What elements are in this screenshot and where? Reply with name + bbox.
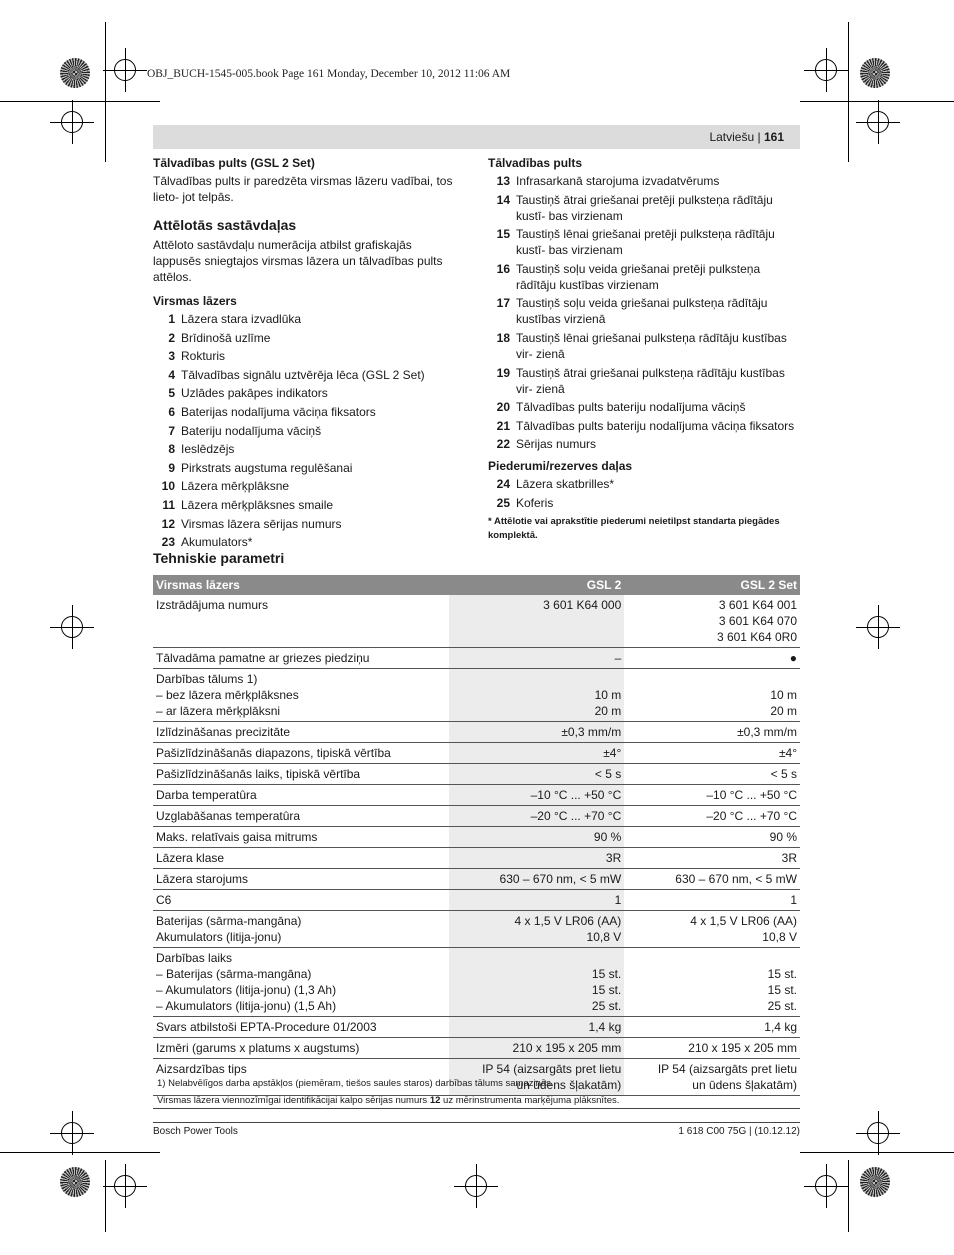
list-item [488, 226, 800, 258]
page-number: 161 [763, 130, 784, 144]
item-text: Taustiņš ātrai griešanai pretēji pulksteņa rādītāju kustī- bas virzienam [516, 192, 773, 223]
cell-line: 1,4 kg [764, 1020, 797, 1034]
table-row [153, 785, 800, 806]
registration-mark-icon [61, 111, 83, 133]
list-item [153, 534, 453, 550]
header-gsl2set: GSL 2 Set [624, 575, 800, 595]
cell-line [627, 671, 797, 687]
cell-line: 90 % [769, 830, 797, 844]
item-number: 3 [168, 349, 175, 364]
laser-components-list [153, 311, 453, 550]
item-text: Tālvadības signālu uztvērēja lēca (GSL 2 Set) [181, 367, 425, 382]
table-cell [153, 764, 449, 785]
item-number: 8 [168, 442, 175, 457]
cell-line: 3R [605, 851, 622, 865]
list-item [153, 330, 453, 346]
list-item [153, 516, 453, 532]
cell-line: –10 °C ... +50 °C [706, 788, 797, 802]
table-cell [624, 722, 800, 743]
item-text: Virsmas lāzera sērijas numurs [181, 516, 342, 531]
list-item [488, 495, 800, 511]
table-cell [624, 648, 800, 669]
item-number: 5 [168, 386, 175, 401]
list-item [488, 295, 800, 327]
item-number: 22 [496, 437, 510, 452]
cell-line: 90 % [593, 830, 622, 844]
cell-line: Akumulators (litija-jonu) [156, 930, 282, 944]
list-item [153, 478, 453, 494]
table-row [153, 848, 800, 869]
cell-line: 15 st. [591, 967, 622, 981]
list-item [153, 441, 453, 457]
item-number: 14 [496, 192, 510, 207]
cell-line [452, 671, 622, 687]
cell-line: 10 m [594, 688, 622, 702]
color-wheel-icon [60, 1167, 90, 1197]
list-item [488, 418, 800, 434]
cell-line: 20 m [770, 704, 797, 718]
item-text: Lāzera mērķplāksnes smaile [181, 497, 334, 512]
table-cell [449, 595, 625, 648]
list-item [153, 385, 453, 401]
table-cell [624, 785, 800, 806]
registration-mark-icon [867, 1122, 889, 1144]
cell-line: 15 st. [591, 983, 622, 997]
footer-rule [153, 1122, 800, 1123]
table-cell [153, 722, 449, 743]
cell-line: ±4° [778, 746, 797, 760]
item-number: 19 [496, 365, 510, 380]
item-number: 1 [168, 312, 175, 326]
accessories-heading: Piederumi/rezerves daļas [488, 459, 633, 474]
list-item [488, 436, 800, 452]
cell-line [452, 950, 622, 966]
cell-line: – [614, 651, 622, 665]
table-cell [153, 669, 449, 722]
cell-line: – bez lāzera mērķplāksnes [156, 688, 299, 702]
header-product: Virsmas lāzers [153, 575, 449, 595]
list-item [153, 460, 453, 476]
item-number: 4 [168, 367, 175, 382]
table-cell [624, 911, 800, 948]
list-item [488, 261, 800, 293]
item-number: 7 [168, 423, 175, 438]
cell-line: 3R [781, 851, 797, 865]
registration-mark-icon [815, 1175, 837, 1197]
footer-docnum: 1 618 C00 75G | (10.12.12) [678, 1126, 800, 1137]
cell-line: Pašizlīdzināšanās laiks, tipiskā vērtība [156, 767, 361, 781]
cell-line: 630 – 670 nm, < 5 mW [499, 872, 622, 886]
table-cell [153, 806, 449, 827]
tech-specs-table [153, 575, 800, 1096]
table-cell [449, 869, 625, 890]
list-item [153, 423, 453, 439]
item-text: Sērijas numurs [516, 437, 597, 452]
cell-line: Darba temperatûra [156, 788, 257, 802]
cell-line: 10,8 V [762, 930, 797, 944]
cell-line: 1 [790, 893, 797, 907]
table-cell [153, 785, 449, 806]
registration-mark-icon [114, 59, 136, 81]
list-item [153, 367, 453, 383]
item-number: 9 [168, 460, 175, 475]
table-cell [449, 890, 625, 911]
list-item [488, 330, 800, 362]
laser-heading: Virsmas lāzers [153, 294, 237, 308]
cell-line: Svars atbilstoši EPTA-Procedure 01/2003 [156, 1020, 377, 1034]
table-cell [449, 827, 625, 848]
table-row [153, 869, 800, 890]
table-cell [624, 669, 800, 722]
table-cell [153, 743, 449, 764]
cell-line: ±0,3 mm/m [737, 725, 797, 739]
table-row [153, 595, 800, 648]
item-number: 16 [496, 261, 510, 276]
cell-line: 210 x 195 x 205 mm [512, 1041, 622, 1055]
cell-line: 210 x 195 x 205 mm [688, 1041, 797, 1055]
item-text: Taustiņš soļu veida griešanai pretēji pulksteņa rādītāju kustības virzienam [516, 261, 761, 292]
registration-mark-icon [61, 1122, 83, 1144]
table-cell [153, 827, 449, 848]
list-item [488, 365, 800, 397]
table-note-2: Virsmas lāzera viennozīmīgai identifikācijai kalpo sērijas numurs 12 uz mērinstrumenta marķējuma plāksnītes. [157, 1095, 620, 1106]
cell-line: – ar lāzera mērķplāksni [156, 704, 281, 718]
cell-line [627, 950, 797, 966]
cell-line: 25 st. [591, 999, 622, 1013]
item-text: Infrasarkanā starojuma izvadatvērums [516, 174, 720, 188]
cell-line: 15 st. [767, 983, 797, 997]
table-cell [624, 743, 800, 764]
footer-brand: Bosch Power Tools [153, 1126, 238, 1137]
registration-mark-icon [114, 1175, 136, 1197]
item-number: 15 [496, 227, 510, 242]
table-cell [624, 890, 800, 911]
table-row [153, 722, 800, 743]
cell-line: IP 54 (aizsargāts pret lietu [657, 1062, 797, 1076]
item-number: 21 [496, 418, 510, 433]
list-item [153, 348, 453, 364]
cell-line: C6 [156, 893, 172, 907]
table-row [153, 669, 800, 722]
header-separator: | [757, 130, 761, 144]
table-note-1: 1) Nelabvēlīgos darba apstākļos (piemēram, tiešos saules staros) darbības tālums samazinās. [157, 1078, 554, 1089]
cell-line: 4 x 1,5 V LR06 (AA) [690, 914, 797, 928]
remote-heading: Tālvadības pults (GSL 2 Set) [153, 156, 315, 170]
header-gsl2: GSL 2 [449, 575, 625, 595]
item-number: 6 [168, 404, 175, 419]
remote-text: Tālvadības pults ir paredzēta virsmas lāzeru vadībai, tos lieto- jot telpās. [153, 174, 453, 204]
item-text: Brīdinošā uzlīme [181, 330, 271, 345]
table-cell [449, 743, 625, 764]
components-text: Attēloto sastāvdaļu numerācija atbilst grafiskajās lappusēs sniegtajos virsmas lāzera un tālvadības pults attēlos. [153, 238, 443, 284]
cell-line: Pašizlīdzināšanās diapazons, tipiskā vērtība [156, 746, 391, 760]
cell-line: un ūdens šļakatām) [516, 1078, 622, 1092]
remote-components-heading: Tālvadības pults [488, 156, 583, 170]
cell-line: 3 601 K64 001 [718, 598, 797, 612]
table-cell [449, 806, 625, 827]
table-notes [157, 1075, 797, 1109]
table-cell [624, 764, 800, 785]
item-text: Uzlādes pakāpes indikators [181, 386, 328, 401]
cell-line: Izlīdzināšanas precizitāte [156, 725, 291, 739]
cell-line: 4 x 1,5 V LR06 (AA) [514, 914, 622, 928]
cell-line: 20 m [594, 704, 622, 718]
table-cell [624, 827, 800, 848]
item-number: 20 [496, 400, 510, 415]
table-row [153, 648, 800, 669]
color-wheel-icon [60, 58, 90, 88]
cell-line: 3 601 K64 0R0 [716, 630, 797, 644]
cell-line: 630 – 670 nm, < 5 mW [675, 872, 797, 886]
item-text: Koferis [516, 495, 554, 510]
cell-line: IP 54 (aizsargāts pret lietu [482, 1062, 622, 1076]
table-cell [624, 869, 800, 890]
list-item [488, 192, 800, 224]
table-cell [624, 848, 800, 869]
table-cell [449, 1038, 625, 1059]
table-cell [153, 1038, 449, 1059]
cell-line: 25 st. [767, 999, 797, 1013]
list-item [153, 311, 453, 327]
item-text: Taustiņš lēnai griešanai pretēji pulksteņa rādītāju kustī- bas virzienam [516, 227, 775, 258]
table-row [153, 743, 800, 764]
cell-line: < 5 s [594, 767, 622, 781]
item-number: 12 [161, 516, 175, 531]
cell-line: Darbības laiks [156, 951, 233, 965]
table-cell [449, 848, 625, 869]
cell-line: Aizsardzības tips [156, 1062, 247, 1076]
cell-line: – Akumulators (litija-jonu) (1,3 Ah) [156, 983, 337, 997]
cell-line: un ūdens šļakatām) [692, 1078, 797, 1092]
table-row [153, 948, 800, 1017]
table-header-row [153, 575, 800, 595]
table-row [153, 890, 800, 911]
registration-mark-icon [815, 59, 837, 81]
registration-mark-icon [465, 1175, 487, 1197]
table-row [153, 806, 800, 827]
item-text: Taustiņš soļu veida griešanai pulksteņa rādītāju kustības virzienā [516, 296, 768, 327]
table-row [153, 1017, 800, 1038]
cell-line: 15 st. [767, 967, 797, 981]
table-cell [449, 764, 625, 785]
item-text: Lāzera stara izvadlūka [181, 312, 302, 326]
table-cell [153, 848, 449, 869]
table-row [153, 827, 800, 848]
components-heading: Attēlotās sastāvdaļas [153, 217, 297, 233]
list-item [153, 404, 453, 420]
cell-line: ● [789, 651, 797, 665]
right-column [488, 155, 800, 543]
cell-line: Lāzera starojums [156, 872, 249, 886]
table-row [153, 911, 800, 948]
color-wheel-icon [860, 1167, 890, 1197]
cell-line: – Baterijas (sārma-mangāna) [156, 967, 312, 981]
table-cell [153, 648, 449, 669]
print-header: OBJ_BUCH-1545-005.book Page 161 Monday, December 10, 2012 11:06 AM [147, 68, 511, 80]
cell-line: Izmēri (garums x platums x augstums) [156, 1041, 360, 1055]
cell-line: Tālvadāma pamatne ar griezes piedziņu [156, 651, 370, 665]
cell-line: Lāzera klase [156, 851, 225, 865]
table-cell [153, 890, 449, 911]
table-cell [624, 948, 800, 1017]
table-cell [624, 1017, 800, 1038]
tech-specs-title: Tehniskie parametri [153, 550, 285, 566]
table-cell [449, 648, 625, 669]
cell-line: 10,8 V [586, 930, 622, 944]
item-text: Lāzera skatbrilles* [516, 477, 615, 492]
item-text: Ieslēdzējs [181, 442, 235, 457]
item-number: 11 [162, 497, 175, 512]
item-number: 18 [496, 330, 510, 345]
registration-mark-icon [61, 616, 83, 638]
item-number: 13 [496, 174, 510, 188]
cell-line: 3 601 K64 000 [543, 598, 622, 612]
cell-line: – Akumulators (litija-jonu) (1,5 Ah) [156, 999, 337, 1013]
table-row [153, 764, 800, 785]
cell-line: –20 °C ... +70 °C [530, 809, 622, 823]
item-number: 17 [496, 296, 510, 311]
table-cell [449, 911, 625, 948]
item-text: Lāzera mērķplāksne [181, 479, 290, 494]
cell-line: ±4° [603, 746, 622, 760]
table-row [153, 1038, 800, 1059]
table-cell [153, 948, 449, 1017]
table-cell [153, 1017, 449, 1038]
item-text: Akumulators* [181, 535, 253, 550]
item-text: Bateriju nodalījuma vāciņš [181, 423, 322, 438]
item-text: Pirkstrats augstuma regulēšanai [181, 460, 353, 475]
item-text: Tālvadības pults bateriju nodalījuma vāciņš [516, 400, 746, 415]
list-item [488, 476, 800, 492]
item-text: Rokturis [181, 349, 226, 364]
accessories-list [488, 476, 800, 511]
cell-line: Darbības tālums 1) [156, 672, 258, 686]
cell-line: –10 °C ... +50 °C [530, 788, 622, 802]
list-item [488, 399, 800, 415]
item-number: 2 [168, 330, 175, 345]
cell-line: 10 m [770, 688, 797, 702]
accessories-footnote: * Attēlotie vai aprakstītie piederumi neietilpst standarta piegādes komplektā. [488, 515, 780, 541]
cell-line: 1 [614, 893, 622, 907]
table-cell [449, 1017, 625, 1038]
table-cell [624, 595, 800, 648]
remote-components-list [488, 173, 800, 452]
cell-line: –20 °C ... +70 °C [706, 809, 797, 823]
cell-line: Maks. relatīvais gaisa mitrums [156, 830, 318, 844]
cell-line: 1,4 kg [588, 1020, 622, 1034]
item-text: Taustiņš lēnai griešanai pulksteņa rādītāju kustības vir- zienā [516, 330, 787, 361]
item-text: Taustiņš ātrai griešanai pulksteņa rādītāju kustības vir- zienā [516, 365, 785, 396]
table-cell [624, 1038, 800, 1059]
item-text: Baterijas nodalījuma vāciņa fiksators [181, 404, 376, 419]
table-cell [624, 806, 800, 827]
header-language: Latviešu [709, 130, 755, 144]
registration-mark-icon [867, 616, 889, 638]
table-cell [153, 911, 449, 948]
left-column [153, 155, 453, 553]
cell-line: 3 601 K64 070 [718, 614, 797, 628]
cell-line: Uzglabāšanas temperatûra [156, 809, 301, 823]
table-cell [153, 869, 449, 890]
cell-line: ±0,3 mm/m [561, 725, 622, 739]
item-number: 25 [496, 495, 510, 510]
table-cell [449, 669, 625, 722]
cell-line: Baterijas (sārma-mangāna) [156, 914, 302, 928]
table-cell [449, 722, 625, 743]
list-item [153, 497, 453, 513]
table-cell [449, 948, 625, 1017]
cell-line: < 5 s [770, 767, 797, 781]
running-header [153, 125, 800, 149]
table-bottom-rule [153, 1108, 800, 1109]
color-wheel-icon [860, 58, 890, 88]
item-number: 24 [496, 477, 510, 492]
item-number: 10 [161, 479, 175, 494]
registration-mark-icon [867, 111, 889, 133]
item-text: Tālvadības pults bateriju nodalījuma vāciņa fiksators [516, 418, 795, 433]
item-number: 23 [161, 535, 175, 550]
cell-line: Izstrādājuma numurs [156, 598, 269, 612]
table-cell [449, 785, 625, 806]
list-item [488, 173, 800, 189]
table-cell [153, 595, 449, 648]
